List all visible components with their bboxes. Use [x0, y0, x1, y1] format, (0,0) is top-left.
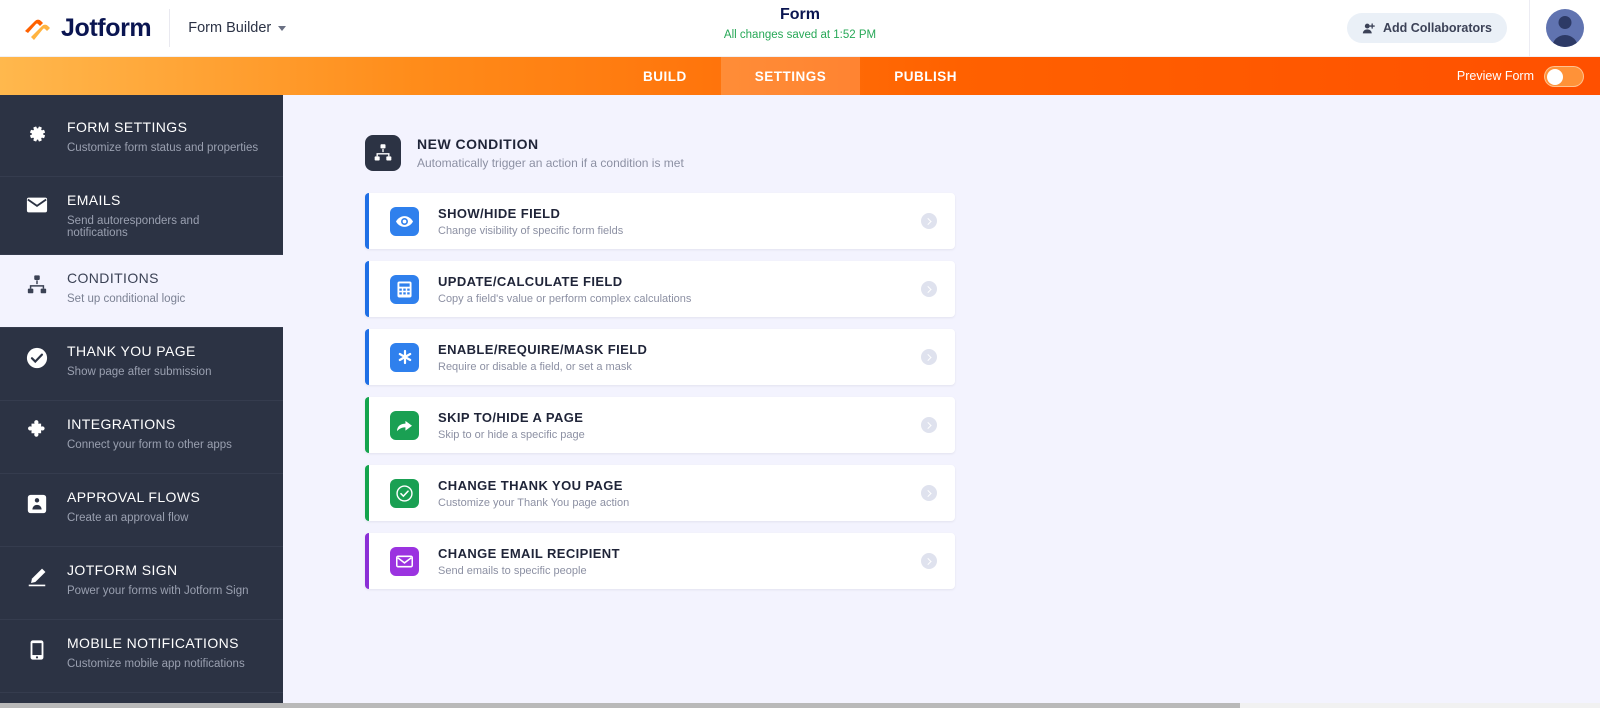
condition-option-update-calculate-field[interactable] — [365, 261, 955, 317]
sidebar-item-text — [67, 119, 258, 154]
sidebar-item-label: MOBILE NOTIFICATIONS — [67, 635, 239, 651]
card-text — [438, 342, 647, 373]
sidebar-item-sublabel: Show page after submission — [67, 366, 212, 378]
card-subtitle: Copy a field's value or perform complex calculations — [438, 292, 692, 305]
person-add-icon — [1362, 22, 1375, 35]
sidebar-item-sublabel: Customize mobile app notifications — [67, 658, 245, 670]
gear-icon — [24, 119, 50, 145]
sidebar-item-sublabel: Power your forms with Jotform Sign — [67, 585, 249, 597]
card-title: CHANGE EMAIL RECIPIENT — [438, 545, 620, 561]
new-condition-header — [365, 135, 1600, 171]
sidebar-item-integrations[interactable] — [0, 401, 283, 474]
horizontal-scrollbar[interactable] — [0, 703, 1600, 708]
sidebar-item-form-settings[interactable] — [0, 104, 283, 177]
sidebar-item-label: JOTFORM SIGN — [67, 562, 178, 578]
tab-publish[interactable] — [860, 57, 991, 95]
chevron-right-icon[interactable] — [921, 553, 937, 569]
card-subtitle: Customize your Thank You page action — [438, 496, 630, 509]
chevron-right-icon[interactable] — [921, 485, 937, 501]
condition-option-skip-to-hide-page[interactable] — [365, 397, 955, 453]
card-subtitle: Change visibility of specific form fields — [438, 224, 624, 237]
sidebar-item-text — [67, 343, 211, 378]
new-condition-title: NEW CONDITION — [417, 136, 539, 152]
chevron-right-icon[interactable] — [921, 213, 937, 229]
card-text — [438, 546, 620, 577]
sidebar-item-sublabel: Connect your form to other apps — [67, 439, 232, 451]
check-circle-icon — [24, 343, 50, 369]
sidebar-item-text — [67, 489, 200, 524]
sidebar-item-label: INTEGRATIONS — [67, 416, 176, 432]
sidebar-item-text — [67, 635, 245, 670]
chevron-right-icon[interactable] — [921, 281, 937, 297]
puzzle-icon — [24, 416, 50, 442]
body-wrapper — [0, 95, 1600, 708]
condition-option-show-hide-field[interactable] — [365, 193, 955, 249]
main-nav-bar — [0, 57, 1600, 95]
brand-logo[interactable] — [22, 14, 151, 43]
sidebar-item-text — [67, 192, 263, 239]
toggle-knob — [1547, 69, 1563, 85]
envelope-icon — [390, 547, 419, 576]
sidebar-item-label: FORM SETTINGS — [67, 119, 188, 135]
card-text — [438, 410, 585, 441]
card-title: SKIP TO/HIDE A PAGE — [438, 409, 584, 425]
card-text — [438, 478, 629, 509]
scrollbar-thumb[interactable] — [0, 703, 1240, 708]
new-condition-text — [417, 136, 684, 170]
card-title: CHANGE THANK YOU PAGE — [438, 477, 623, 493]
calculator-icon — [390, 275, 419, 304]
sidebar-item-text — [67, 416, 232, 451]
condition-option-enable-require-mask-field[interactable] — [365, 329, 955, 385]
tab-settings-label: SETTINGS — [754, 68, 827, 84]
save-status: All changes saved at 1:52 PM — [723, 29, 877, 41]
card-text — [438, 206, 623, 237]
settings-sidebar — [0, 95, 283, 708]
chevron-down-icon — [278, 26, 286, 31]
preview-form-control[interactable] — [1457, 57, 1584, 95]
card-title: SHOW/HIDE FIELD — [438, 205, 561, 221]
card-subtitle: Require or disable a field, or set a mask — [438, 360, 632, 373]
sidebar-item-label: EMAILS — [67, 192, 121, 208]
header-divider — [169, 9, 170, 47]
condition-option-change-thank-you-page[interactable] — [365, 465, 955, 521]
sidebar-item-text — [67, 270, 185, 305]
jotform-logo-icon — [22, 15, 52, 41]
condition-option-change-email-recipient[interactable] — [365, 533, 955, 589]
sidebar-item-conditions[interactable] — [0, 255, 283, 328]
asterisk-icon — [390, 343, 419, 372]
top-bar — [0, 0, 1600, 57]
sidebar-item-label: CONDITIONS — [67, 270, 159, 286]
card-text — [438, 274, 691, 305]
mobile-phone-icon — [24, 635, 50, 661]
tab-build-label: BUILD — [642, 68, 687, 84]
sidebar-item-thank-you-page[interactable] — [0, 328, 283, 401]
page-title: Form — [780, 6, 820, 23]
conditions-panel — [283, 95, 1600, 708]
sidebar-item-label: THANK YOU PAGE — [67, 343, 196, 359]
card-subtitle: Skip to or hide a specific page — [438, 428, 585, 441]
approval-flow-icon — [24, 489, 50, 515]
sidebar-item-emails[interactable] — [0, 177, 283, 255]
chevron-right-icon[interactable] — [921, 349, 937, 365]
eye-icon — [390, 207, 419, 236]
tab-publish-label: PUBLISH — [894, 68, 958, 84]
header-right-cluster — [1347, 0, 1600, 56]
add-collaborators-label: Add Collaborators — [1382, 21, 1492, 35]
preview-form-toggle[interactable] — [1544, 66, 1584, 87]
avatar-container[interactable] — [1530, 9, 1600, 47]
conditions-icon — [365, 135, 401, 171]
check-circle-icon — [390, 479, 419, 508]
sidebar-item-sublabel: Create an approval flow — [67, 512, 189, 524]
avatar[interactable] — [1546, 9, 1584, 47]
skip-arrow-icon — [390, 411, 419, 440]
sidebar-item-mobile-notifications[interactable] — [0, 620, 283, 693]
nav-tabs — [609, 57, 991, 95]
sidebar-item-jotform-sign[interactable] — [0, 547, 283, 620]
sidebar-item-sublabel: Customize form status and properties — [67, 142, 259, 154]
preview-form-label: Preview Form — [1456, 69, 1534, 83]
sidebar-item-sublabel: Set up conditional logic — [67, 293, 186, 305]
sidebar-item-approval-flows[interactable] — [0, 474, 283, 547]
add-collaborators-button[interactable] — [1347, 13, 1507, 43]
sidebar-item-text — [67, 562, 249, 597]
form-builder-label: Form Builder — [188, 20, 272, 36]
chevron-right-icon[interactable] — [921, 417, 937, 433]
pen-sign-icon — [24, 562, 50, 588]
brand-name: Jotform — [61, 13, 152, 42]
sidebar-item-label: APPROVAL FLOWS — [67, 489, 201, 505]
card-title: UPDATE/CALCULATE FIELD — [438, 273, 623, 289]
envelope-icon — [24, 192, 50, 214]
card-title: ENABLE/REQUIRE/MASK FIELD — [438, 341, 648, 357]
form-builder-selector[interactable] — [188, 20, 286, 36]
sidebar-item-sublabel: Send autoresponders and notifications — [67, 215, 200, 239]
new-condition-subtitle: Automatically trigger an action if a condition is met — [417, 156, 684, 170]
tab-settings[interactable] — [721, 57, 861, 95]
conditions-icon — [24, 270, 50, 296]
card-subtitle: Send emails to specific people — [438, 564, 587, 577]
tab-build[interactable] — [609, 57, 721, 95]
